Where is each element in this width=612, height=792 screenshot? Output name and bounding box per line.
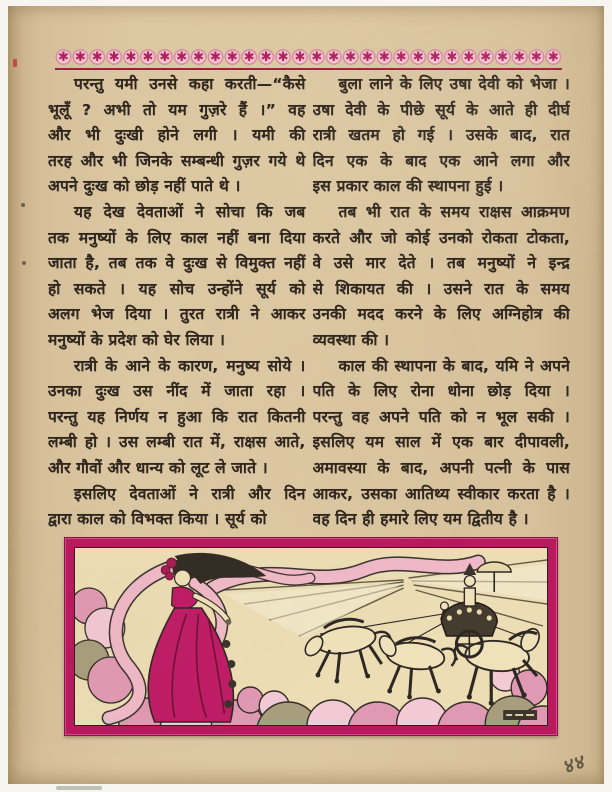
text-line: आकर, उसका आतिथ्य स्वीकार करता है । [312,484,570,503]
flower-ornament-icon: ✱ [210,50,221,65]
flower-ornament-icon: ✱ [362,50,373,65]
text-line: दिन एक के बाद एक आने लगा और [312,151,570,170]
flower-ornament-icon: ✱ [328,50,340,65]
paragraph [313,200,571,354]
flower-ornament-icon: ✱ [497,50,509,65]
text-line: अमावस्या के बाद, अपनी पत्नी के पास [312,458,570,477]
text-line: तक मनुष्यों के लिए काल नहीं बना दिया [48,228,306,247]
text-column-left [48,72,306,534]
flower-ornament-icon: ✱ [412,50,424,65]
text-line: इसलिए यम साल में एक बार दीपावली, [312,433,570,452]
text-line: अपने दुःख को छोड़ नहीं पाते थे । [48,177,241,196]
flower-ornament-icon: ✱ [176,50,188,65]
flower-ornament-icon: ✱ [378,50,390,65]
text-line: हो सकते । यह सोच उन्होंने सूर्य को [48,279,306,298]
text-line: लम्बी हो । उस लम्बी रात में, राक्षस आते, [48,433,306,452]
flower-ornament-icon: ✱ [277,50,289,65]
text-line: इसलिए देवताओं ने रात्री और दिन [74,484,306,503]
decorative-flower-border [55,47,562,70]
text-line: तब भी रात के समय राक्षस आक्रमण [338,202,570,221]
flower-ornament-icon: ✱ [142,50,154,65]
staple-hole [22,261,26,265]
text-line: और गौवों और धान्य को लूट ले जाते । [48,458,268,477]
paragraph [313,354,571,533]
text-line: उनका दुःख उस नींद में जाता रहा । [48,382,306,401]
paragraph [48,354,306,482]
flower-ornament-icon: ✱ [345,50,357,65]
flower-ornament-icon: ✱ [547,50,559,65]
illustration-frame [64,537,558,736]
text-column-right [313,72,571,534]
margin-red-mark [13,59,17,67]
flower-ornament-icon: ✱ [243,50,255,65]
text-line: व्यवस्था की । [312,330,390,349]
text-line: रात्री के आने के कारण, मनुष्य सोये । [74,356,306,375]
flower-ornament-icon: ✱ [463,50,475,65]
flower-ornament-icon: ✱ [395,50,407,65]
flower-ornament-icon: ✱ [429,50,441,65]
text-line: वे उसे मार देते । तब मनुष्यों ने इन्द्र [312,254,570,273]
text-line: से शिकायत की । उसने रात के समय [312,279,570,298]
flower-ornament-icon: ✱ [159,50,171,65]
paragraph [313,72,571,200]
text-line: तरह और भी जिनके सम्बन्धी गुज़र गये थे [48,151,306,170]
text-line: अलग भेज दिया । तुरत रात्री ने आकर [48,305,306,324]
text-line: उनकी मदद करने के लिए अग्निहोत्र की [312,305,570,324]
text-line: काल की स्थापना के बाद, यमि ने अपने [338,356,570,375]
text-line: इस प्रकार काल की स्थापना हुई । [312,177,504,196]
bottom-smudge [56,786,102,790]
paragraph [48,482,306,533]
text-line: रात्री खतम हो गई । उसके बाद, रात [312,126,570,145]
flower-ornament-icon: ✱ [530,50,542,65]
flower-ornament-icon: ✱ [294,50,306,65]
text-line: मनुष्यों के प्रदेश को घेर लिया । [48,330,226,349]
text-line: द्वारा काल को विभक्त किया । सूर्य को [48,510,267,529]
flower-ornament-icon: ✱ [91,50,103,65]
flower-ornament-icon: ✱ [514,50,525,65]
flower-ornament-icon: ✱ [125,50,137,65]
text-line: बुला लाने के लिए उषा देवी को भेजा । [338,75,570,93]
flower-ornament-icon: ✱ [311,50,323,65]
flower-ornament-icon: ✱ [108,50,120,65]
book-page [8,6,604,784]
page-number: ४४ [562,749,588,779]
illustration-usha-and-surya-chariot [74,547,548,726]
paragraph [48,200,306,354]
flower-ornament-icon: ✱ [226,50,238,65]
flower-ornament-icon: ✱ [446,50,458,65]
text-line: और भी दुःखी होने लगी । यमी की [48,126,306,145]
text-line: उषा देवी के पीछे सूर्य के आते ही दीर्घ [312,100,570,119]
text-line: परन्तु यह निर्णय न हुआ कि रात कितनी [48,407,306,426]
flower-ornament-icon: ✱ [193,50,205,65]
story-text [48,72,570,534]
staple-hole [21,203,25,207]
text-line: यह देख देवताओं ने सोचा कि जब [74,202,306,221]
flower-ornament-icon: ✱ [57,50,69,65]
text-line: भूलूँ ? अभी तो यम गुज़रे हैं ।” वह [48,100,306,119]
paragraph [48,72,306,200]
flower-ornament-icon: ✱ [74,50,86,65]
text-line: करते और जो कोई उनको रोकता टोकता, [312,228,570,247]
text-line: जाता है, तब तक वे दुःख से विमुक्त नहीं [48,254,306,273]
flower-ornament-icon: ✱ [260,50,272,65]
illustration-drawing [75,548,547,725]
flower-ornament-icon: ✱ [480,50,492,65]
text-line: परन्तु यमी उनसे कहा करती—“कैसे [74,75,306,93]
text-line: वह दिन ही हमारे लिए यम द्वितीय है । [312,510,529,529]
text-line: पति के लिए रोना धोना छोड़ दिया । [312,382,570,401]
text-line: परन्तु वह अपने पति को न भूल सकी । [312,407,570,426]
